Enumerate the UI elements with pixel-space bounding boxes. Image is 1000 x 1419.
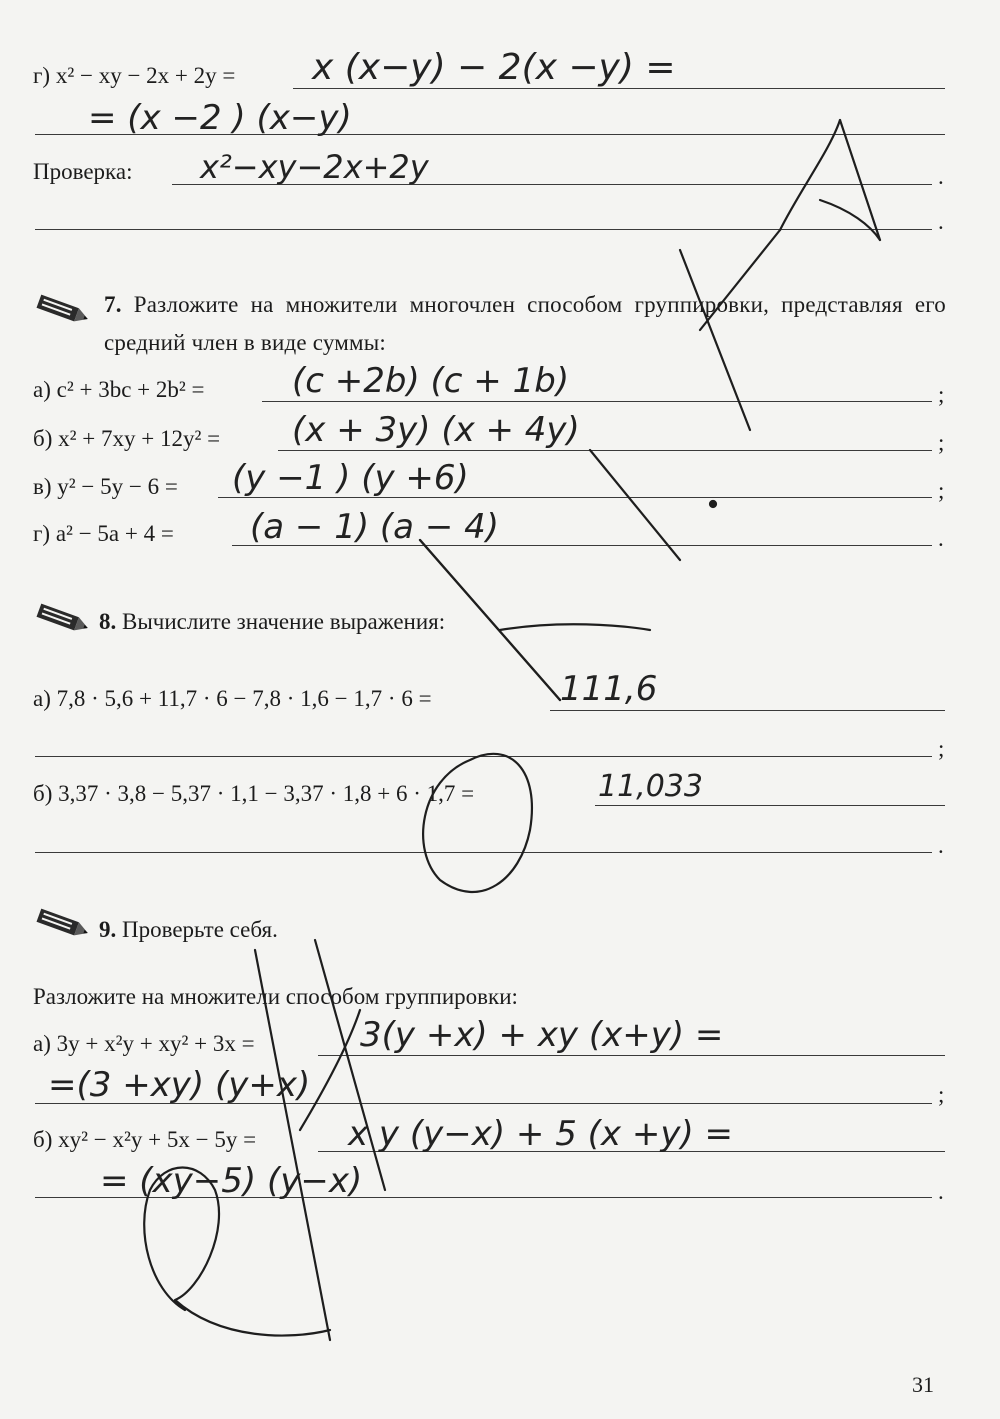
t9-b-answer-line2: = (xy−5) (y−x) <box>100 1161 363 1201</box>
end-dot: . <box>938 526 944 551</box>
check-answer: x²−xy−2x+2y <box>200 148 429 186</box>
t9-b-label: б) xy² − x²y + 5x − 5y = <box>33 1127 257 1152</box>
end-semicolon: ; <box>938 430 945 455</box>
t9-a-answer-line2: =(3 +xy) (y+x) <box>48 1065 311 1105</box>
task8-instruction: Вычислите значение выражения: <box>122 609 446 634</box>
end-semicolon: ; <box>938 736 945 761</box>
task9-instruction: Проверьте себя. <box>122 917 278 942</box>
end-dot: . <box>938 209 944 234</box>
t9-a-label: а) 3y + x²y + xy² + 3x = <box>33 1031 255 1056</box>
t9-a-answer-line1: 3(y +x) + xy (x+y) = <box>360 1015 724 1055</box>
answer-line <box>550 710 945 711</box>
t7-d-label: г) a² − 5a + 4 = <box>33 521 174 546</box>
t8-a-label: а) 7,8 · 5,6 + 11,7 · 6 − 7,8 · 1,6 − 1,7 · 6 = <box>33 686 432 711</box>
g-answer-line1: x (x−y) − 2(x −y) = <box>312 47 676 88</box>
t7-b-label: б) x² + 7xy + 12y² = <box>33 426 221 451</box>
task7-text <box>104 286 946 362</box>
task7-number: 7. <box>104 292 122 317</box>
t7-a-label: а) c² + 3bc + 2b² = <box>33 377 205 402</box>
page-number: 31 <box>912 1372 934 1397</box>
pencil-icon <box>33 600 93 640</box>
t7-c-label: в) y² − 5y − 6 = <box>33 474 178 499</box>
pencil-icon <box>33 291 93 331</box>
end-semicolon: ; <box>938 382 945 407</box>
answer-line <box>35 229 932 230</box>
task7-instruction: Разложите на множители многочлен способом группировки, представляя его средний член в виде суммы: <box>104 292 946 355</box>
g-answer-line2: = (x −2 ) (x−y) <box>88 98 352 138</box>
g-label: г) x² − xy − 2x + 2y = <box>33 63 236 88</box>
t8-a-answer: 111,6 <box>560 669 658 709</box>
answer-line <box>262 401 932 402</box>
task9-number: 9. <box>99 917 117 942</box>
end-semicolon: ; <box>938 1082 945 1107</box>
answer-line <box>35 756 932 757</box>
t7-c-answer: (y −1 ) (y +6) <box>232 458 469 498</box>
t8-b-answer: 11,033 <box>598 769 703 804</box>
answer-line <box>318 1055 945 1056</box>
task9-text <box>99 918 278 941</box>
check-label: Проверка: <box>33 159 133 184</box>
t9-b-answer-line1: x y (y−x) + 5 (x +y) = <box>348 1114 734 1154</box>
end-dot: . <box>938 1179 944 1204</box>
answer-line <box>595 805 945 806</box>
task8-number: 8. <box>99 609 117 634</box>
t7-d-answer: (a − 1) (a − 4) <box>250 507 500 547</box>
pencil-icon <box>33 905 93 945</box>
t7-a-answer: (c +2b) (c + 1b) <box>292 361 570 401</box>
t7-b-answer: (x + 3y) (x + 4y) <box>292 410 580 450</box>
task9-subtitle: Разложите на множители способом группировки: <box>33 984 518 1009</box>
answer-line <box>293 88 945 89</box>
end-semicolon: ; <box>938 478 945 503</box>
end-dot: . <box>938 833 944 858</box>
t8-b-label: б) 3,37 · 3,8 − 5,37 · 1,1 − 3,37 · 1,8 + 6 · 1,7 = <box>33 781 475 806</box>
end-dot: . <box>938 164 944 189</box>
task8-text <box>99 610 445 633</box>
answer-line <box>278 450 932 451</box>
answer-line <box>35 852 932 853</box>
